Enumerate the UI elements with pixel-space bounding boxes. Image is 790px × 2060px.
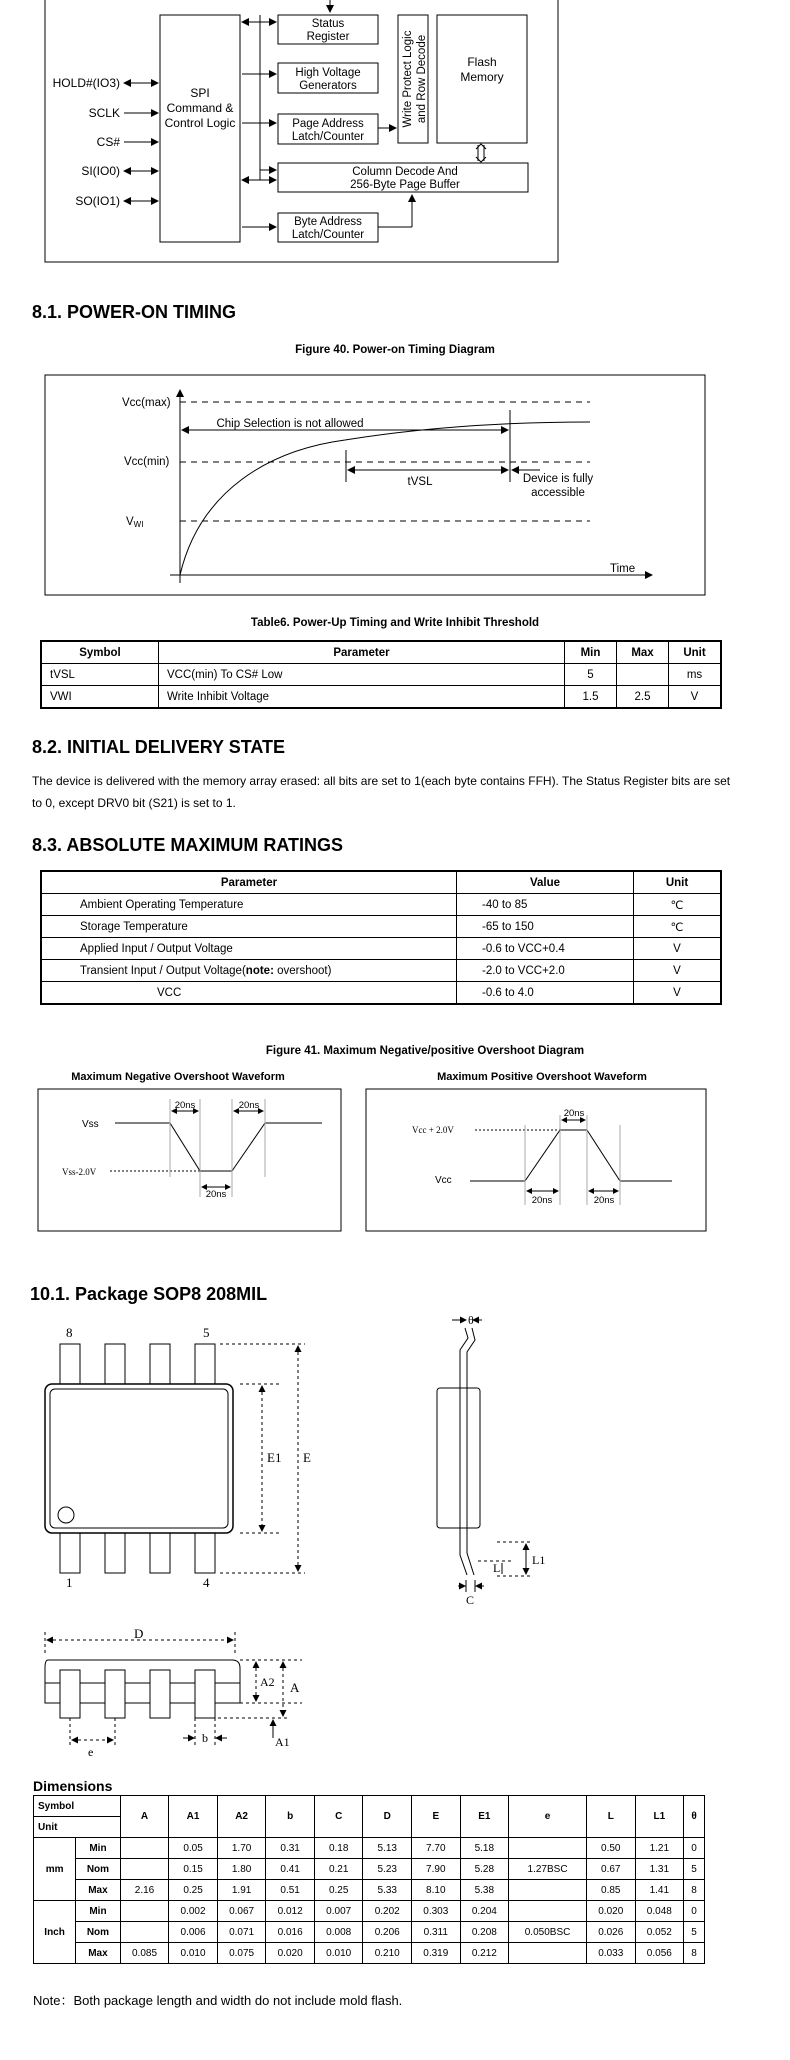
dim-cell: 1.31 (635, 1859, 684, 1880)
transient-note: note: (245, 964, 274, 977)
pin-1: 1 (66, 1575, 73, 1590)
table-row (41, 938, 721, 960)
dim-col: A1 (169, 1796, 218, 1838)
table-row (34, 1880, 705, 1901)
abs-max-cell: V (634, 938, 722, 960)
page-addr-1: Page Address (292, 118, 364, 130)
signal-si: SI(IO0) (81, 164, 120, 178)
abs-max-cell: -40 to 85 (457, 894, 634, 916)
section-101-title: 10.1. Package SOP8 208MIL (30, 1284, 268, 1304)
dim-cell: 0.067 (217, 1901, 266, 1922)
t20-neg-2: 20ns (238, 1100, 260, 1111)
dim-col: A (120, 1796, 169, 1838)
vcc-plus-label: Vcc + 2.0V (412, 1125, 454, 1135)
svg-text:VWI (126, 516, 143, 529)
dim-cell (120, 1859, 169, 1880)
d-label: D (134, 1626, 144, 1641)
vwi-label: V (126, 516, 134, 528)
dim-cell: 0.071 (217, 1922, 266, 1943)
dim-cell: 0.048 (635, 1901, 684, 1922)
device-accessible-2: accessible (531, 487, 585, 499)
vcc-max-label: Vcc(max) (122, 397, 171, 409)
dim-cell: 7.90 (412, 1859, 461, 1880)
l1-label: L1 (532, 1553, 546, 1567)
time-label: Time (610, 563, 636, 575)
abs-max-cell: Applied Input / Output Voltage (41, 938, 457, 960)
inch-label: Inch (34, 1901, 76, 1964)
dim-col: L1 (635, 1796, 684, 1838)
dim-cell: 1.70 (217, 1838, 266, 1859)
figure-41-caption: Figure 41. Maximum Negative/positive Overshoot Diagram (265, 1045, 585, 1057)
dim-cell: 0.050BSC (509, 1922, 587, 1943)
abs-max-cell: Ambient Operating Temperature (41, 894, 457, 916)
dim-cell: 0.208 (460, 1922, 509, 1943)
pos-title: Maximum Positive Overshoot Waveform (437, 1071, 647, 1083)
hv-gen-1: High Voltage (295, 67, 361, 79)
theta-label: θ (468, 1313, 474, 1327)
abs-max-header: Value (457, 871, 634, 894)
table-row (34, 1838, 705, 1859)
table6-cell: VCC(min) To CS# Low (159, 664, 565, 686)
dim-cell: 0.25 (314, 1880, 363, 1901)
dim-cell: 0.085 (120, 1943, 169, 1964)
table6-cell: ms (669, 664, 722, 686)
table6-header: Max (617, 641, 669, 664)
dim-cell: 0.21 (314, 1859, 363, 1880)
dim-cell: 0.020 (266, 1943, 315, 1964)
dim-cell: 0.202 (363, 1901, 412, 1922)
dim-col: D (363, 1796, 412, 1838)
table6-cell: VWI (41, 686, 159, 709)
pin-4: 4 (203, 1575, 210, 1590)
dim-cell: Max (76, 1943, 121, 1964)
dimensions-title: Dimensions (33, 1778, 113, 1794)
signal-so: SO(IO1) (75, 194, 120, 208)
dim-cell: 0.010 (169, 1943, 218, 1964)
status-reg-2: Register (306, 31, 350, 43)
dim-cell: 0.020 (587, 1901, 636, 1922)
abs-max-cell: ℃ (634, 916, 722, 938)
a1-label: A1 (275, 1735, 290, 1749)
b-label: b (202, 1731, 208, 1745)
dim-cell: 0.002 (169, 1901, 218, 1922)
write-protect-2: and Row Decode (416, 34, 428, 124)
t20-neg-1: 20ns (174, 1100, 196, 1111)
symbol-label: Symbol (34, 1796, 121, 1817)
spi-label-3: Control Logic (164, 116, 236, 130)
figure-40-caption: Figure 40. Power-on Timing Diagram (295, 344, 495, 356)
dim-cell: 0.311 (412, 1922, 461, 1943)
dim-cell: 1.41 (635, 1880, 684, 1901)
dim-cell: 0.210 (363, 1943, 412, 1964)
dim-cell: Nom (76, 1922, 121, 1943)
spi-label-1: SPI (190, 86, 210, 100)
dim-cell: 8 (684, 1943, 705, 1964)
tvsl-label: tVSL (407, 476, 433, 488)
dim-cell: 0.016 (266, 1922, 315, 1943)
col-decode-1: Column Decode And (352, 166, 458, 178)
table-row (41, 960, 721, 982)
table6-cell: Write Inhibit Voltage (159, 686, 565, 709)
dimensions-note: Note：Both package length and width do not include mold flash. (33, 1993, 403, 2008)
table6-cell: tVSL (41, 664, 159, 686)
dim-cell: 0.50 (587, 1838, 636, 1859)
dim-cell: 0.010 (314, 1943, 363, 1964)
signal-cs: CS# (96, 135, 120, 149)
dim-cell: 0.319 (412, 1943, 461, 1964)
a-label: A (290, 1680, 300, 1695)
chip-selection-label: Chip Selection is not allowed (216, 418, 364, 430)
c-label: C (466, 1593, 475, 1607)
t20-pos-2: 20ns (531, 1195, 553, 1206)
byte-addr-2: Latch/Counter (291, 229, 365, 241)
dim-col: θ (684, 1796, 705, 1838)
table6-cell (617, 664, 669, 686)
dim-cell: 0.303 (412, 1901, 461, 1922)
table6-header: Symbol (41, 641, 159, 664)
dim-cell: 0.15 (169, 1859, 218, 1880)
dim-cell: 0.026 (587, 1922, 636, 1943)
dim-cell: 0.056 (635, 1943, 684, 1964)
table6-header: Min (565, 641, 617, 664)
table-row (34, 1901, 705, 1922)
e1-label: E1 (267, 1450, 282, 1465)
abs-max-cell: ℃ (634, 894, 722, 916)
write-protect-1: Write Protect Logic (402, 30, 414, 128)
dim-cell: 0.85 (587, 1880, 636, 1901)
dim-cell (120, 1922, 169, 1943)
status-reg-1: Status (311, 18, 345, 30)
col-decode-2: 256-Byte Page Buffer (350, 179, 460, 191)
dim-cell: 0.25 (169, 1880, 218, 1901)
abs-max-cell: -0.6 to VCC+0.4 (457, 938, 634, 960)
dim-col: E1 (460, 1796, 509, 1838)
dim-col: L (587, 1796, 636, 1838)
dim-cell: 0.008 (314, 1922, 363, 1943)
overshoot-diagram (0, 1065, 790, 1245)
hv-gen-2: Generators (299, 80, 357, 92)
abs-max-cell: VCC (41, 982, 457, 1005)
section-82-title: 8.2. INITIAL DELIVERY STATE (32, 737, 286, 757)
vss-minus-label: Vss-2.0V (62, 1167, 97, 1177)
dim-cell (120, 1838, 169, 1859)
page-addr-2: Latch/Counter (291, 131, 365, 143)
dim-cell: 5.38 (460, 1880, 509, 1901)
dim-cell: 0.033 (587, 1943, 636, 1964)
dim-cell: 0.075 (217, 1943, 266, 1964)
dim-cell: 0.006 (169, 1922, 218, 1943)
dim-cell (509, 1838, 587, 1859)
mm-label: mm (34, 1838, 76, 1901)
dim-cell: 0.052 (635, 1922, 684, 1943)
table6-cell: 5 (565, 664, 617, 686)
byte-addr-1: Byte Address (294, 216, 362, 228)
vcc-min-label: Vcc(min) (124, 456, 170, 468)
dim-cell (509, 1880, 587, 1901)
dim-cell: 0.18 (314, 1838, 363, 1859)
t20-pos-3: 20ns (593, 1195, 615, 1206)
dim-cell: 0.212 (460, 1943, 509, 1964)
dim-cell: 5.33 (363, 1880, 412, 1901)
dim-col: e (509, 1796, 587, 1838)
dim-cell: 0 (684, 1901, 705, 1922)
table6-caption: Table6. Power-Up Timing and Write Inhibit Threshold (250, 617, 540, 629)
neg-title: Maximum Negative Overshoot Waveform (71, 1071, 285, 1083)
vwi-sub: WI (133, 520, 144, 529)
abs-max-cell: -2.0 to VCC+2.0 (457, 960, 634, 982)
table6-cell: 1.5 (565, 686, 617, 709)
abs-max-header: Unit (634, 871, 722, 894)
abs-max-header: Parameter (41, 871, 457, 894)
dim-cell: 0 (684, 1838, 705, 1859)
table6-header: Parameter (159, 641, 565, 664)
table-row (41, 982, 721, 1005)
dim-cell: 0.204 (460, 1901, 509, 1922)
dim-cell: 0.012 (266, 1901, 315, 1922)
package-drawing (0, 1310, 790, 1770)
dim-cell: 0.67 (587, 1859, 636, 1880)
flash-2: Memory (460, 70, 504, 84)
dim-cell: 5.28 (460, 1859, 509, 1880)
dim-col: b (266, 1796, 315, 1838)
unit-label: Unit (34, 1817, 121, 1838)
dim-cell: 0.05 (169, 1838, 218, 1859)
table-row (34, 1922, 705, 1943)
abs-max-table (40, 870, 722, 1005)
table-row (34, 1859, 705, 1880)
initial-delivery-text: The device is delivered with the memory array erased: all bits are set to 1(each byte contains FFH). The Status Register bits are set to 0, except DRV0 bit (S21) is set to 1. (32, 774, 731, 810)
vss-label: Vss (82, 1119, 99, 1130)
dim-cell: 0.41 (266, 1859, 315, 1880)
signal-sclk: SCLK (88, 106, 120, 120)
transient-label: Transient Input / Output Voltage( (80, 964, 246, 977)
dim-cell: Min (76, 1901, 121, 1922)
table6-cell: V (669, 686, 722, 709)
table6-header: Unit (669, 641, 722, 664)
dim-cell: 1.27BSC (509, 1859, 587, 1880)
abs-max-cell: -65 to 150 (457, 916, 634, 938)
pin-8: 8 (66, 1325, 73, 1340)
dim-cell: 0.51 (266, 1880, 315, 1901)
dim-cell: 8 (684, 1880, 705, 1901)
table6 (40, 640, 722, 709)
dim-cell: 5 (684, 1859, 705, 1880)
dim-cell: Max (76, 1880, 121, 1901)
power-on-timing-diagram (0, 370, 790, 610)
abs-max-cell (41, 960, 457, 982)
dim-col: C (314, 1796, 363, 1838)
dim-cell: 0.31 (266, 1838, 315, 1859)
l-label: L (493, 1561, 501, 1575)
abs-max-cell: -0.6 to 4.0 (457, 982, 634, 1005)
table6-cell: 2.5 (617, 686, 669, 709)
dim-cell: 7.70 (412, 1838, 461, 1859)
table-row (34, 1943, 705, 1964)
block-diagram (0, 0, 790, 270)
dim-cell: 1.21 (635, 1838, 684, 1859)
dim-cell (509, 1901, 587, 1922)
e-label: E (303, 1450, 311, 1465)
dim-cell: 0.007 (314, 1901, 363, 1922)
section-83-title: 8.3. ABSOLUTE MAXIMUM RATINGS (32, 835, 344, 855)
transient-note-rest: overshoot) (273, 964, 332, 977)
flash-1: Flash (467, 55, 497, 69)
vcc-label: Vcc (435, 1175, 452, 1186)
pin-5: 5 (203, 1325, 210, 1340)
dim-cell (120, 1901, 169, 1922)
dim-cell: 1.91 (217, 1880, 266, 1901)
e-pitch-label: e (88, 1745, 94, 1759)
table-row (41, 916, 721, 938)
dim-col: A2 (217, 1796, 266, 1838)
dim-cell (509, 1943, 587, 1964)
dim-cell: Nom (76, 1859, 121, 1880)
dimensions-table (33, 1795, 705, 1964)
spi-label-2: Command & (166, 101, 234, 115)
dim-cell: 5.23 (363, 1859, 412, 1880)
table-row (41, 894, 721, 916)
dim-cell: 5 (684, 1922, 705, 1943)
dim-cell: Min (76, 1838, 121, 1859)
device-accessible-1: Device is fully (522, 473, 594, 485)
dim-cell: 0.206 (363, 1922, 412, 1943)
dim-cell: 2.16 (120, 1880, 169, 1901)
dim-cell: 1.80 (217, 1859, 266, 1880)
signal-hold: HOLD#(IO3) (52, 76, 120, 90)
abs-max-cell: V (634, 982, 722, 1005)
abs-max-cell: Storage Temperature (41, 916, 457, 938)
dim-cell: 8.10 (412, 1880, 461, 1901)
table-row (41, 664, 721, 686)
t20-neg-3: 20ns (205, 1189, 227, 1200)
a2-label: A2 (260, 1675, 275, 1689)
dim-cell: 5.18 (460, 1838, 509, 1859)
table-row (41, 686, 721, 709)
abs-max-cell: V (634, 960, 722, 982)
dim-col: E (412, 1796, 461, 1838)
dim-cell: 5.13 (363, 1838, 412, 1859)
section-81-title: 8.1. POWER-ON TIMING (32, 302, 237, 322)
t20-pos-1: 20ns (563, 1108, 585, 1119)
